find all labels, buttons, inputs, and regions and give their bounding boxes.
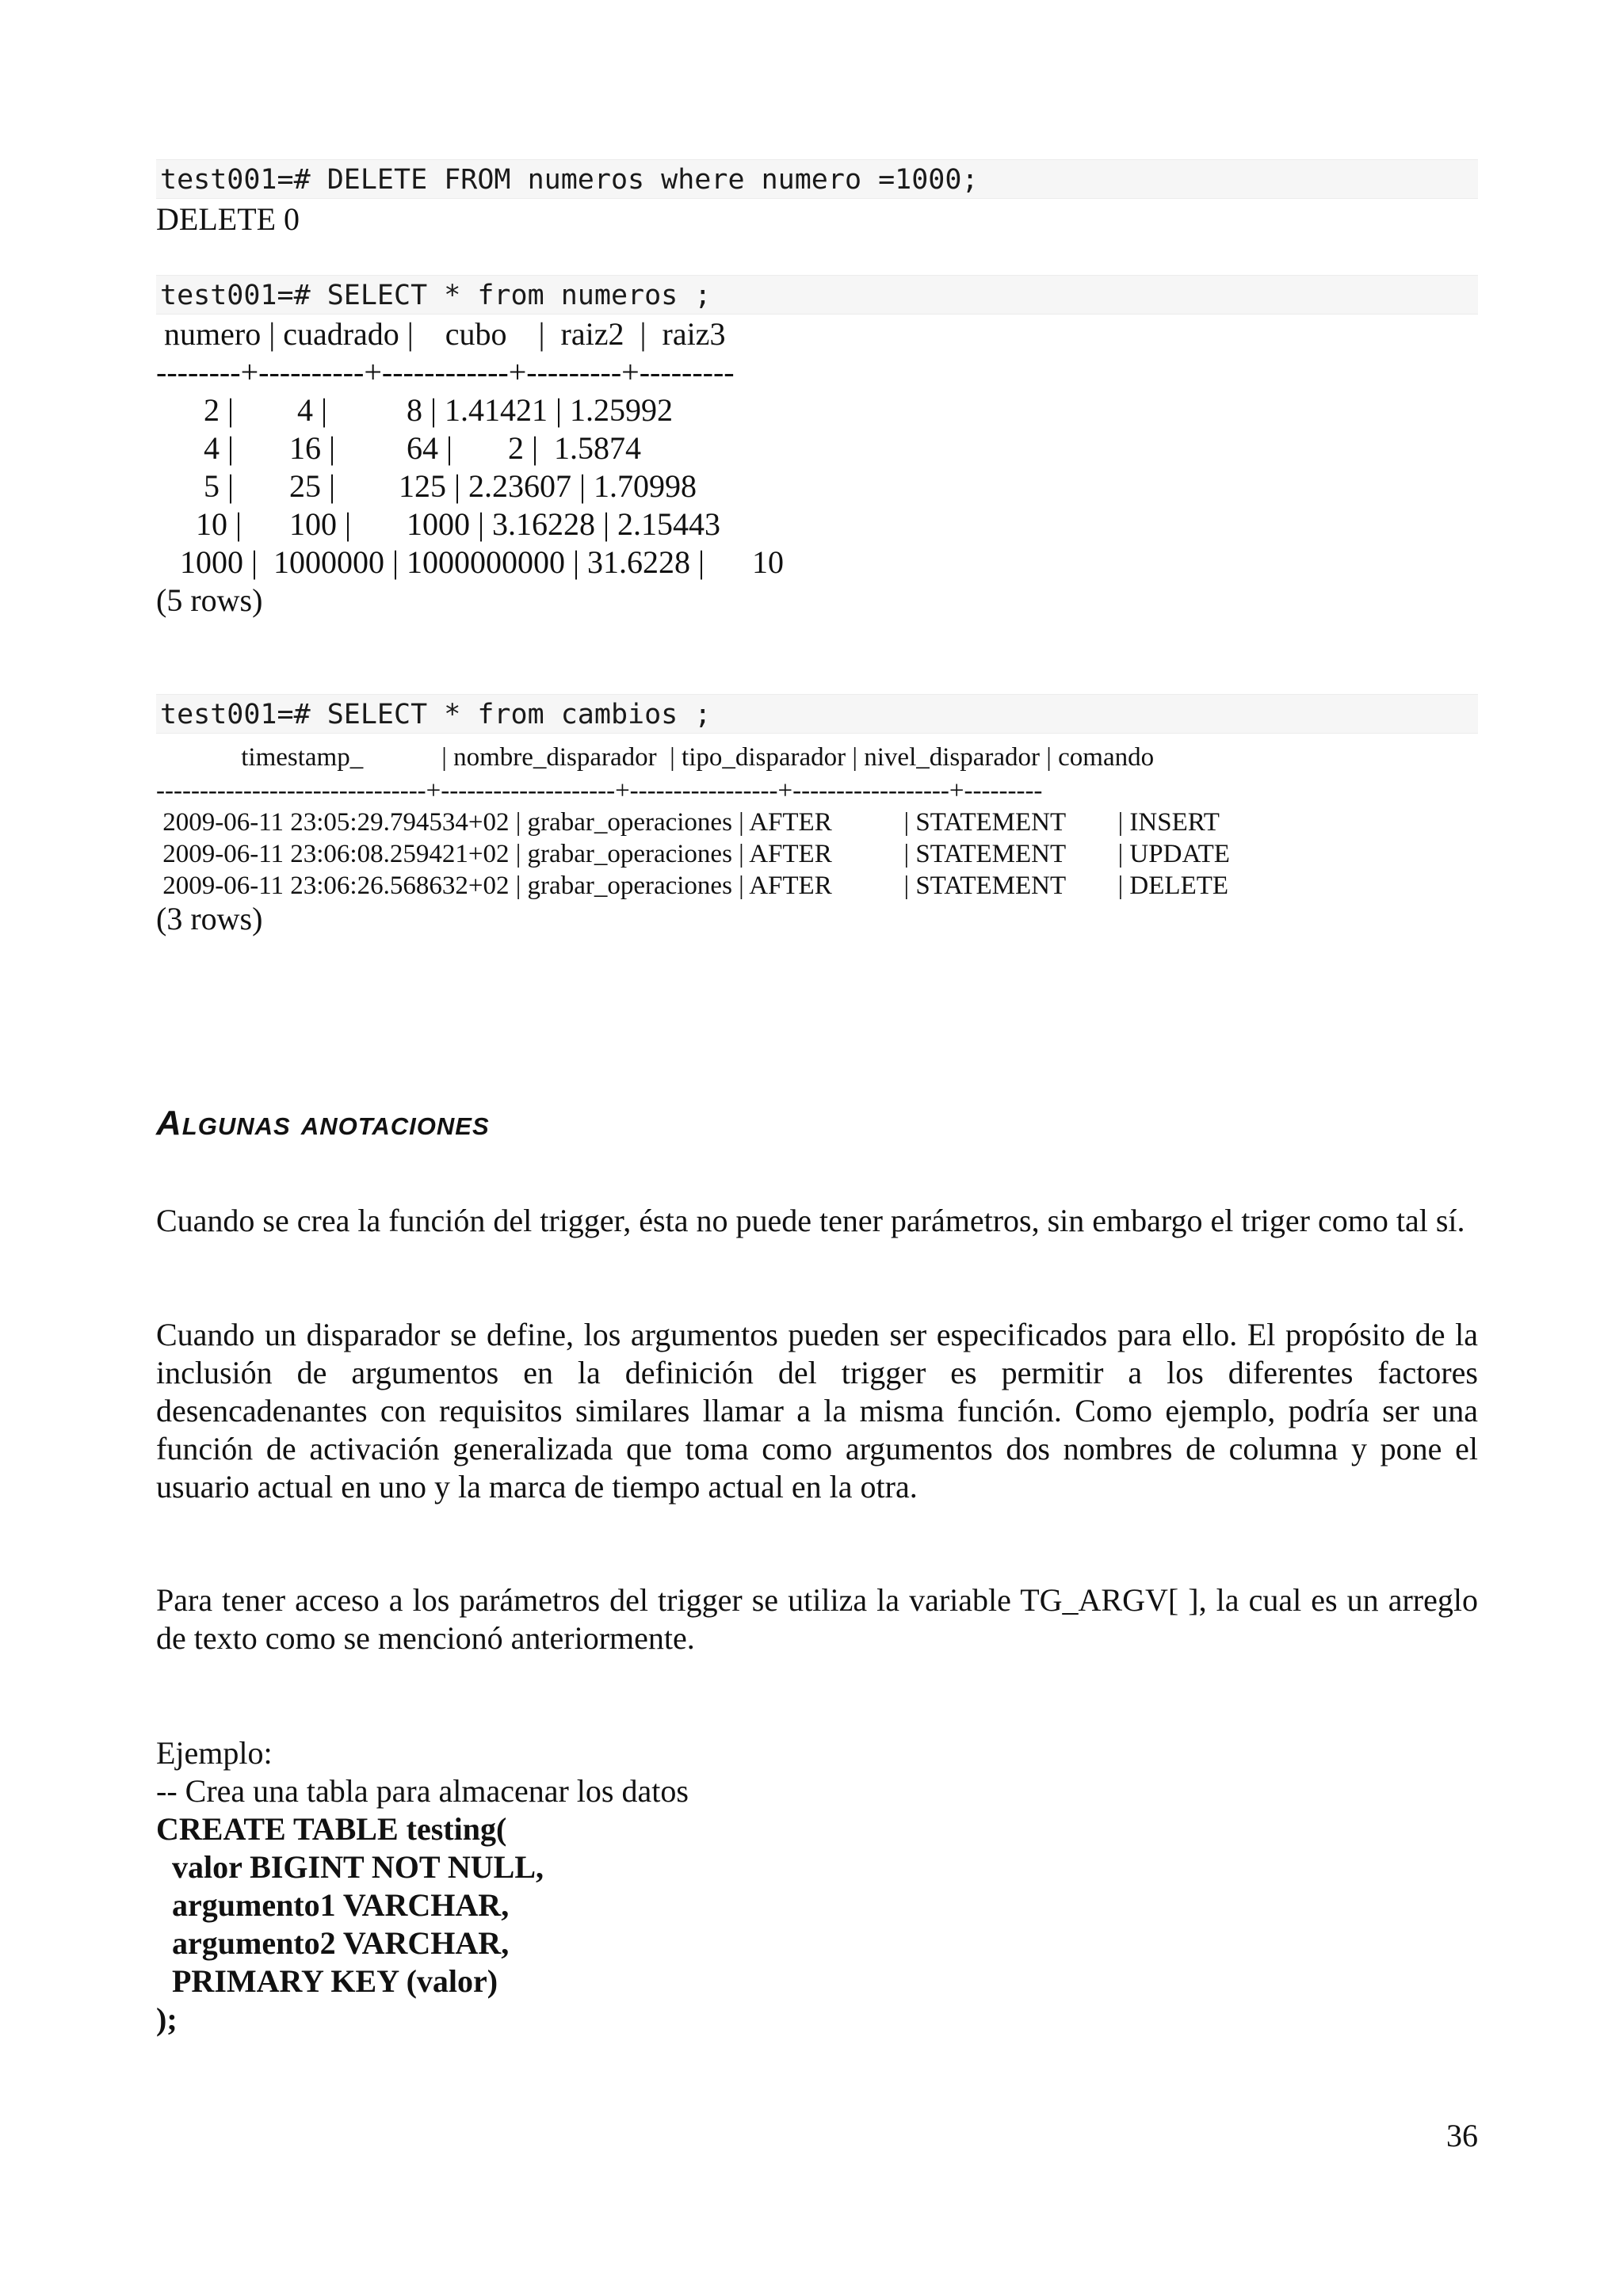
sql-command-delete: test001=# DELETE FROM numeros where numero =1000; bbox=[156, 159, 1478, 199]
cambios-table-row: 2009-06-11 23:06:08.259421+02 | grabar_operaciones | AFTER | STATEMENT | UPDATE bbox=[156, 840, 1230, 868]
code-line: valor BIGINT NOT NULL, bbox=[156, 1849, 544, 1885]
example-comment: -- Crea una tabla para almacenar los datos bbox=[156, 1773, 689, 1809]
numeros-table-footer: (5 rows) bbox=[156, 582, 263, 618]
cambios-table-row: 2009-06-11 23:05:29.794534+02 | grabar_operaciones | AFTER | STATEMENT | INSERT bbox=[156, 808, 1220, 837]
page-number: 36 bbox=[1446, 2118, 1478, 2153]
delete-result: DELETE 0 bbox=[156, 201, 300, 237]
cambios-table-separator: -------------------------------+--------------------+-----------------+------------------+--------- bbox=[156, 776, 1043, 805]
code-line: ); bbox=[156, 2001, 178, 2037]
numeros-table-row: 2 | 4 | 8 | 1.41421 | 1.25992 bbox=[156, 392, 674, 428]
code-line: CREATE TABLE testing( bbox=[156, 1811, 507, 1847]
sql-command-select-numeros: test001=# SELECT * from numeros ; bbox=[156, 275, 1478, 315]
cambios-table-footer: (3 rows) bbox=[156, 901, 263, 936]
code-line: PRIMARY KEY (valor) bbox=[156, 1963, 498, 1999]
paragraph: Cuando se crea la función del trigger, ésta no puede tener parámetros, sin embargo el triger como tal sí. bbox=[156, 1203, 1465, 1238]
paragraph: Cuando un disparador se define, los argumentos pueden ser especificados para ello. El propósito de la inclusión de argumentos en la definición del trigger es permitir a los diferentes factores desencadenantes con requisitos similares llamar a la misma función. Como ejemplo, podría ser una función de activación generalizada que toma como argumentos dos nombres de columna y pone el usuario actual en uno y la marca de tiempo actual en la otra. bbox=[156, 1317, 1478, 1505]
numeros-table-separator: --------+----------+------------+---------+--------- bbox=[156, 354, 735, 390]
numeros-table-row: 10 | 100 | 1000 | 3.16228 | 2.15443 bbox=[156, 506, 721, 542]
section-heading: Algunas anotaciones bbox=[156, 1104, 490, 1142]
numeros-table-row: 1000 | 1000000 | 1000000000 | 31.6228 | 10 bbox=[156, 544, 785, 580]
code-line: argumento2 VARCHAR, bbox=[156, 1925, 510, 1961]
paragraph: Para tener acceso a los parámetros del trigger se utiliza la variable TG_ARGV[ ], la cual es un arreglo de texto como se mencionó anteriormente. bbox=[156, 1582, 1478, 1656]
example-label: Ejemplo: bbox=[156, 1735, 273, 1771]
cambios-table-row: 2009-06-11 23:06:26.568632+02 | grabar_operaciones | AFTER | STATEMENT | DELETE bbox=[156, 871, 1229, 900]
sql-command-select-cambios: test001=# SELECT * from cambios ; bbox=[156, 694, 1478, 734]
numeros-table-row: 4 | 16 | 64 | 2 | 1.5874 bbox=[156, 430, 642, 466]
numeros-table-row: 5 | 25 | 125 | 2.23607 | 1.70998 bbox=[156, 468, 697, 504]
numeros-table-header: numero | cuadrado | cubo | raiz2 | raiz3 bbox=[156, 316, 726, 352]
cambios-table-header: timestamp_ | nombre_disparador | tipo_disparador | nivel_disparador | comando bbox=[156, 743, 1155, 772]
code-line: argumento1 VARCHAR, bbox=[156, 1887, 510, 1923]
